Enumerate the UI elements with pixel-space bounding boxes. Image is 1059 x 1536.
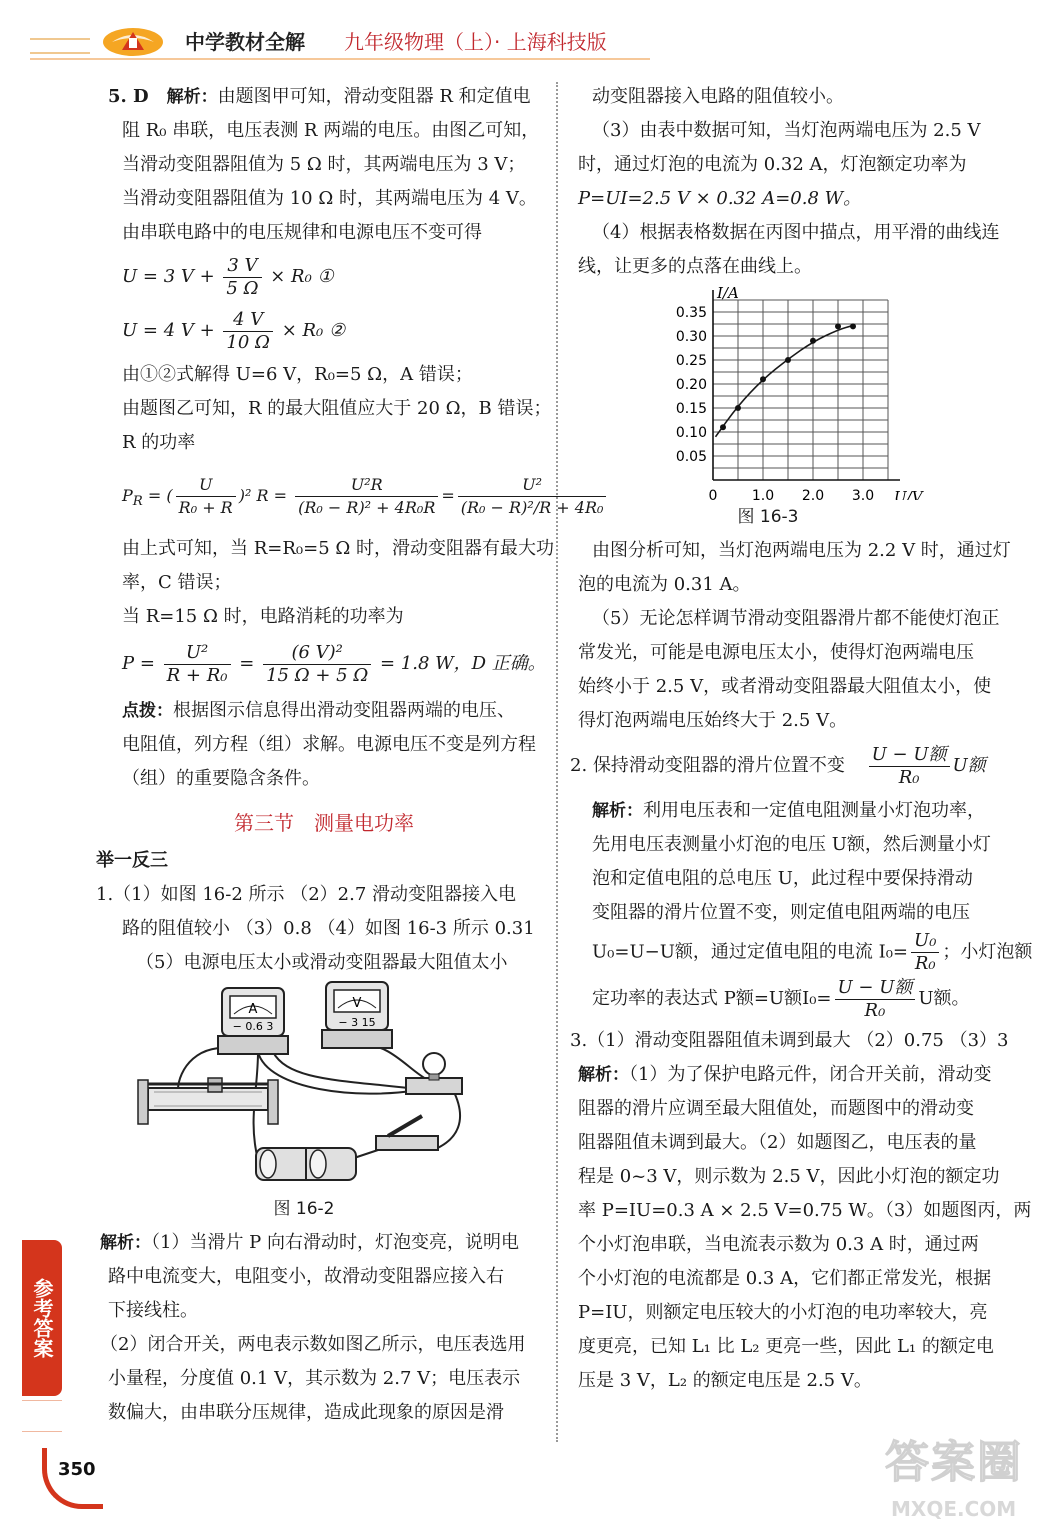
fraction <box>911 930 939 975</box>
fraction <box>223 255 261 300</box>
side-stripes <box>22 1400 62 1432</box>
text-line: 泡和定值电阻的总电压 U，此过程中要保持滑动 <box>592 868 973 889</box>
text-line <box>108 80 540 114</box>
text-line: 阻 R₀ 串联，电压表测 R 两端的电压。由图乙可知， <box>122 120 540 141</box>
column-divider <box>556 82 558 1442</box>
fraction <box>223 309 273 354</box>
text-line: 1.（1）如图 16-2 所示 （2）2.7 滑动变阻器接入电 <box>96 884 517 905</box>
text-line: P=IU，则额定电压较大的小灯泡的电功率较大，亮 <box>578 1302 988 1323</box>
fraction-numerator: U² <box>458 474 607 497</box>
text-line: 先用电压表测量小灯泡的电压 U额，然后测量小灯 <box>592 834 991 855</box>
fraction-denominator: R₀ <box>864 999 886 1021</box>
text-line: 动变阻器接入电路的阻值较小。 <box>592 86 844 107</box>
data-point <box>835 323 841 329</box>
text-line: （2）闭合开关，两电表示数如图乙所示，电压表选用 <box>100 1334 526 1355</box>
y-axis-label: I/A <box>717 284 739 302</box>
figure-16-3 <box>578 284 1018 500</box>
equation-1 <box>108 250 540 304</box>
text-line <box>578 974 1018 1024</box>
equation-4 <box>108 634 546 694</box>
book-subtitle: 九年级物理（上）· 上海科技版 <box>344 30 607 54</box>
text-line: 泡的电流为 0.31 A。 <box>578 574 751 595</box>
fraction-numerator: (6 V)² <box>263 642 371 665</box>
text-line <box>578 794 1018 828</box>
text: U₀=U−U额，通过定值电阻的电流 I₀= <box>592 941 909 963</box>
text-line: 由串联电路中的电压规律和电源电压不变可得 <box>122 222 482 243</box>
page-number: 350 <box>58 1459 96 1480</box>
x-tick-label: 2.0 <box>801 488 825 500</box>
voltmeter-letter: V <box>352 996 362 1011</box>
equation-text: = <box>239 653 255 674</box>
chart-tick-labels <box>676 305 874 500</box>
text-line: 始终小于 2.5 V，或者滑动变阻器最大阻值太小，使 <box>578 676 992 697</box>
tip-label: 点拨： <box>122 701 173 721</box>
equation-text: = 1.8 W，D 正确。 <box>380 653 546 674</box>
left-column <box>96 80 604 1430</box>
fraction-numerator: U − U额 <box>869 744 950 767</box>
y-tick-label: 0.20 <box>675 377 707 393</box>
x-tick-label: 1.0 <box>751 488 775 500</box>
text-line: 率 P=IU=0.3 A × 2.5 V=0.75 W。（3）如题图丙，两 <box>578 1200 1032 1221</box>
text: 利用电压表和一定值电阻测量小灯泡功率， <box>643 800 985 821</box>
figure-caption: 图 16-3 <box>737 507 799 527</box>
fraction <box>295 474 438 519</box>
text-line: 由上式可知，当 R=R₀=5 Ω 时，滑动变阻器有最大功 <box>122 538 555 559</box>
y-tick-label: 0.05 <box>675 449 707 465</box>
analysis-label: 解析： <box>578 1065 629 1085</box>
book-title: 中学教材全解 <box>185 30 305 54</box>
text-line: 当滑动变阻器阻值为 5 Ω 时，其两端电压为 3 V； <box>122 154 526 175</box>
x-axis-label: U/V <box>894 488 923 500</box>
ammeter-letter: A <box>248 1002 258 1017</box>
equation-text: )² R = <box>238 486 288 505</box>
text-line: 个小灯泡的电流都是 0.3 A，它们都正常发光，根据 <box>578 1268 992 1289</box>
answer-q5 <box>108 80 604 796</box>
figure-caption: 图 16-2 <box>273 1199 335 1219</box>
text-line: 电阻值，列方程（组）求解。电源电压不变是列方程 <box>122 734 536 755</box>
fraction <box>176 474 236 519</box>
subsection-title: 举一反三 <box>96 850 168 871</box>
side-tab-answers: 参考答案 <box>22 1240 62 1396</box>
fraction-denominator: 5 Ω <box>226 277 259 299</box>
text-line: 路的阻值较小 （3）0.8 （4）如图 16-3 所示 0.31 <box>122 918 535 939</box>
data-point <box>735 405 741 411</box>
text-line: 度更亮，已知 L₁ 比 L₂ 更亮一些，因此 L₁ 的额定电 <box>578 1336 994 1357</box>
text-line: 变阻器的滑片位置不变，则定值电阻两端的电压 <box>592 902 970 923</box>
x-tick-label: 3.0 <box>851 488 875 500</box>
fraction-numerator: U₀ <box>911 930 939 953</box>
equation-text: U额 <box>952 755 986 776</box>
header-stripes <box>30 38 90 54</box>
analysis-label: 解析： <box>166 87 218 107</box>
fraction-numerator: U² <box>164 642 231 665</box>
y-tick-label: 0.15 <box>675 401 707 417</box>
fraction-denominator: (R₀ − R)²/R + 4R₀ <box>460 498 604 517</box>
text-line: 线，让更多的点落在曲线上。 <box>578 256 812 277</box>
chart-grid <box>713 300 888 480</box>
text: U额。 <box>918 988 970 1009</box>
fraction <box>869 744 950 789</box>
text-line: P=UI=2.5 V × 0.32 A=0.8 W。 <box>578 188 862 209</box>
voltmeter-scale-label: − 3 15 <box>338 1016 376 1029</box>
fraction-numerator: U <box>176 474 236 497</box>
text: ；小灯泡额 <box>942 941 1033 963</box>
text-line: 由①②式解得 U=6 V，R₀=5 Ω，A 错误； <box>122 364 473 385</box>
fraction-numerator: U − U额 <box>835 977 916 1000</box>
text-line: 当滑动变阻器阻值为 10 Ω 时，其两端电压为 4 V。 <box>122 188 537 209</box>
text-line: （组）的重要隐含条件。 <box>122 768 320 789</box>
text-line: 小量程，分度值 0.1 V，其示数为 2.7 V；电压表示 <box>108 1368 521 1389</box>
text-line: 阻器阻值未调到最大。（2）如题图乙，电压表的量 <box>578 1132 977 1153</box>
text-line: 下接线柱。 <box>108 1300 198 1321</box>
text-line: R 的功率 <box>122 432 196 453</box>
question-number: 5. D <box>108 86 149 107</box>
text-line: （5）电源电压太小或滑动变阻器最大阻值太小 <box>136 952 508 973</box>
iv-curve-chart <box>578 284 1018 500</box>
text: 2. 保持滑动变阻器的滑片位置不变 <box>570 755 845 776</box>
text: 由题图甲可知，滑动变阻器 R 和定值电 <box>217 86 531 107</box>
header-rule <box>30 58 650 60</box>
text-line: 数偏大，由串联分压规律，造成此现象的原因是滑 <box>108 1402 504 1423</box>
page-header <box>0 0 1059 70</box>
circuit-diagram <box>108 980 540 1192</box>
text-line <box>578 930 1033 974</box>
text-line: 路中电流变大，电阻变小，故滑动变阻器应接入右 <box>108 1266 504 1287</box>
equation-text: P = <box>122 653 155 674</box>
equation-text: × R₀ ② <box>281 320 346 341</box>
answer-q2 <box>570 738 1018 794</box>
watermark <box>885 1438 1035 1528</box>
text-line: （5）无论怎样调节滑动变阻器滑片都不能使灯泡正 <box>592 608 1000 629</box>
y-tick-label: 0.25 <box>675 353 707 369</box>
fraction-numerator: 3 V <box>223 255 261 278</box>
text: （1）当滑片 P 向右滑动时，灯泡变亮，说明电 <box>151 1232 520 1253</box>
equation-text: × R₀ ① <box>270 266 334 287</box>
fraction-denominator: R₀ <box>914 953 936 974</box>
tip-line <box>108 694 540 728</box>
watermark-text: 答案圈 <box>885 1437 1023 1488</box>
book-logo-icon <box>98 20 168 60</box>
y-tick-label: 0.30 <box>675 329 707 345</box>
equation-text: P <box>122 486 133 505</box>
text-line: 由图分析可知，当灯泡两端电压为 2.2 V 时，通过灯 <box>592 540 1011 561</box>
data-point <box>810 338 816 344</box>
equation-2 <box>108 304 540 358</box>
equation-text: = ( <box>142 486 173 505</box>
text-line: 率，C 错误； <box>122 572 232 593</box>
equation-text: U = 3 V + <box>122 266 215 287</box>
text-line: （4）根据表格数据在丙图中描点，用平滑的曲线连 <box>592 222 1000 243</box>
y-tick-label: 0.35 <box>675 305 707 321</box>
data-point <box>760 376 766 382</box>
text-line: 压是 3 V，L₂ 的额定电压是 2.5 V。 <box>578 1370 872 1391</box>
fraction-denominator: 15 Ω + 5 Ω <box>266 664 369 686</box>
text-line: 阻器的滑片应调至最大阻值处，而题图中的滑动变 <box>578 1098 974 1119</box>
text-line: 当 R=15 Ω 时，电路消耗的功率为 <box>122 606 404 627</box>
fraction-denominator: R₀ + R <box>178 498 233 517</box>
text-line: 程是 0~3 V，则示数为 2.5 V，因此小灯泡的额定功 <box>578 1166 1000 1187</box>
text-line: 时，通过灯泡的电流为 0.32 A，灯泡额定功率为 <box>578 154 967 175</box>
equation-text: = <box>441 486 455 505</box>
fraction-denominator: R₀ <box>898 766 920 788</box>
data-point <box>720 424 726 430</box>
text-line: 由题图乙可知，R 的最大阻值应大于 20 Ω，B 错误； <box>122 398 552 419</box>
fraction <box>164 642 231 687</box>
right-column <box>570 80 1033 1398</box>
chart-axes <box>713 290 900 480</box>
ammeter-scale-label: − 0.6 3 <box>232 1020 274 1033</box>
fraction-numerator: 4 V <box>223 309 273 332</box>
data-point <box>785 357 791 363</box>
text-line: 个小灯泡串联，当电流表示数为 0.3 A 时，通过两 <box>578 1234 979 1255</box>
fraction-denominator: R + R₀ <box>166 664 228 686</box>
fraction-denominator: 10 Ω <box>226 331 270 353</box>
answer-q3: 3.（1）滑动变阻器阻值未调到最大 （2）0.75 （3）3 <box>570 1030 1009 1051</box>
text: 定功率的表达式 P额=U额I₀= <box>592 988 832 1009</box>
analysis-label: 解析： <box>100 1233 151 1253</box>
fraction-denominator: (R₀ − R)² + 4R₀R <box>298 498 436 517</box>
equation-subscript: R <box>132 494 143 510</box>
fraction-numerator: U²R <box>295 474 438 497</box>
section-title: 第三节 测量电功率 <box>234 811 414 835</box>
watermark-url: MXQE.COM <box>891 1497 1017 1521</box>
data-point <box>850 323 856 329</box>
fraction <box>835 977 916 1022</box>
text-line: 得灯泡两端电压始终大于 2.5 V。 <box>578 710 848 731</box>
fraction <box>263 642 371 687</box>
text-line: （3）由表中数据可知，当灯泡两端电压为 2.5 V <box>592 120 981 141</box>
text-line: 常发光，可能是电源电压太小，使得灯泡两端电压 <box>578 642 974 663</box>
text: （1）为了保护电路元件，闭合开关前，滑动变 <box>629 1064 992 1085</box>
figure-16-2 <box>108 980 540 1192</box>
equation-text: U = 4 V + <box>122 320 215 341</box>
text-line <box>578 1058 1018 1092</box>
x-tick-label: 0 <box>708 488 718 500</box>
text-line <box>100 1226 540 1260</box>
text: 根据图示信息得出滑动变阻器两端的电压、 <box>173 700 515 721</box>
y-tick-label: 0.10 <box>675 425 707 441</box>
analysis-label: 解析： <box>592 801 643 821</box>
equation-3 <box>108 460 604 532</box>
